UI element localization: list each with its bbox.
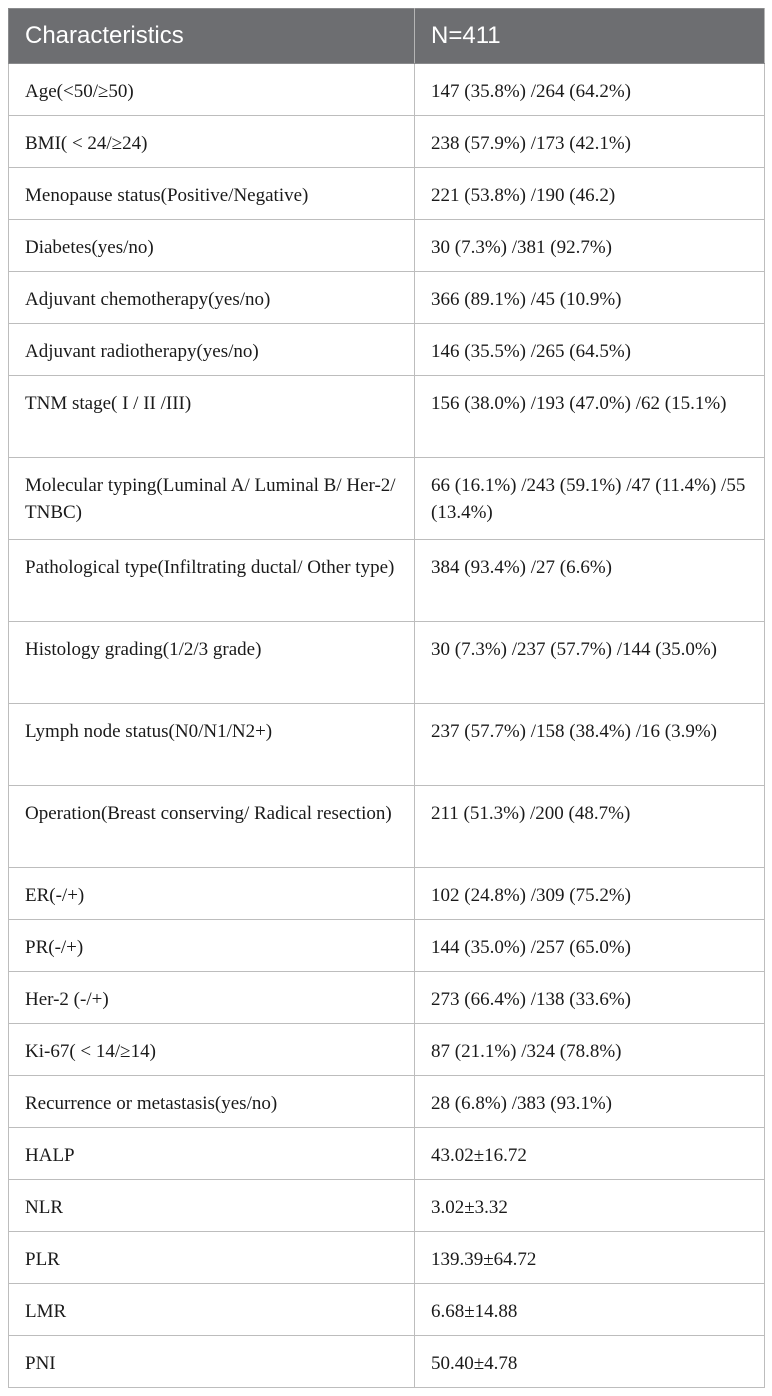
table-row: [9, 868, 765, 920]
table-row: [9, 1336, 765, 1388]
table-row: [9, 272, 765, 324]
characteristic-cell: Age(<50/≥50): [9, 64, 415, 116]
value-cell: 384 (93.4%) /27 (6.6%): [415, 540, 765, 622]
table-row: [9, 116, 765, 168]
value-cell: 30 (7.3%) /381 (92.7%): [415, 220, 765, 272]
table-row: [9, 972, 765, 1024]
table-row: [9, 1180, 765, 1232]
value-cell: 30 (7.3%) /237 (57.7%) /144 (35.0%): [415, 622, 765, 704]
value-cell: 238 (57.9%) /173 (42.1%): [415, 116, 765, 168]
header-characteristics: Characteristics: [9, 9, 415, 64]
table-header: [9, 9, 765, 64]
table-row: [9, 376, 765, 458]
value-cell: 43.02±16.72: [415, 1128, 765, 1180]
characteristic-cell: Ki-67( < 14/≥14): [9, 1024, 415, 1076]
table-row: [9, 1128, 765, 1180]
table-row: [9, 920, 765, 972]
table-row: [9, 324, 765, 376]
table-row: [9, 64, 765, 116]
value-cell: 102 (24.8%) /309 (75.2%): [415, 868, 765, 920]
characteristic-cell: Menopause status(Positive/Negative): [9, 168, 415, 220]
characteristic-cell: PLR: [9, 1232, 415, 1284]
characteristic-cell: PR(-/+): [9, 920, 415, 972]
value-cell: 28 (6.8%) /383 (93.1%): [415, 1076, 765, 1128]
characteristic-cell: Lymph node status(N0/N1/N2+): [9, 704, 415, 786]
header-row: [9, 9, 765, 64]
value-cell: 237 (57.7%) /158 (38.4%) /16 (3.9%): [415, 704, 765, 786]
value-cell: 366 (89.1%) /45 (10.9%): [415, 272, 765, 324]
characteristic-cell: Diabetes(yes/no): [9, 220, 415, 272]
characteristic-cell: Histology grading(1/2/3 grade): [9, 622, 415, 704]
characteristic-cell: BMI( < 24/≥24): [9, 116, 415, 168]
table-row: [9, 1076, 765, 1128]
value-cell: 211 (51.3%) /200 (48.7%): [415, 786, 765, 868]
value-cell: 273 (66.4%) /138 (33.6%): [415, 972, 765, 1024]
characteristic-cell: PNI: [9, 1336, 415, 1388]
table-row: [9, 1284, 765, 1336]
table-row: [9, 168, 765, 220]
table-row: [9, 220, 765, 272]
characteristic-cell: Recurrence or metastasis(yes/no): [9, 1076, 415, 1128]
characteristic-cell: ER(-/+): [9, 868, 415, 920]
value-cell: 50.40±4.78: [415, 1336, 765, 1388]
table-row: [9, 458, 765, 540]
table-container: [8, 8, 764, 1388]
value-cell: 66 (16.1%) /243 (59.1%) /47 (11.4%) /55 (13.4%): [415, 458, 765, 540]
table-row: [9, 704, 765, 786]
value-cell: 87 (21.1%) /324 (78.8%): [415, 1024, 765, 1076]
characteristic-cell: Adjuvant chemotherapy(yes/no): [9, 272, 415, 324]
table-row: [9, 540, 765, 622]
characteristic-cell: Pathological type(Infiltrating ductal/ Other type): [9, 540, 415, 622]
characteristic-cell: HALP: [9, 1128, 415, 1180]
characteristic-cell: LMR: [9, 1284, 415, 1336]
value-cell: 144 (35.0%) /257 (65.0%): [415, 920, 765, 972]
characteristic-cell: Adjuvant radiotherapy(yes/no): [9, 324, 415, 376]
characteristic-cell: Molecular typing(Luminal A/ Luminal B/ Her-2/ TNBC): [9, 458, 415, 540]
characteristic-cell: Operation(Breast conserving/ Radical resection): [9, 786, 415, 868]
characteristics-table: [8, 8, 765, 1388]
table-row: [9, 1232, 765, 1284]
value-cell: 156 (38.0%) /193 (47.0%) /62 (15.1%): [415, 376, 765, 458]
value-cell: 139.39±64.72: [415, 1232, 765, 1284]
value-cell: 146 (35.5%) /265 (64.5%): [415, 324, 765, 376]
table-row: [9, 1024, 765, 1076]
value-cell: 6.68±14.88: [415, 1284, 765, 1336]
table-row: [9, 622, 765, 704]
table-row: [9, 786, 765, 868]
characteristic-cell: TNM stage( I / II /III): [9, 376, 415, 458]
characteristic-cell: Her-2 (-/+): [9, 972, 415, 1024]
value-cell: 3.02±3.32: [415, 1180, 765, 1232]
value-cell: 221 (53.8%) /190 (46.2): [415, 168, 765, 220]
value-cell: 147 (35.8%) /264 (64.2%): [415, 64, 765, 116]
table-body: [9, 64, 765, 1388]
header-n: N=411: [415, 9, 765, 64]
characteristic-cell: NLR: [9, 1180, 415, 1232]
